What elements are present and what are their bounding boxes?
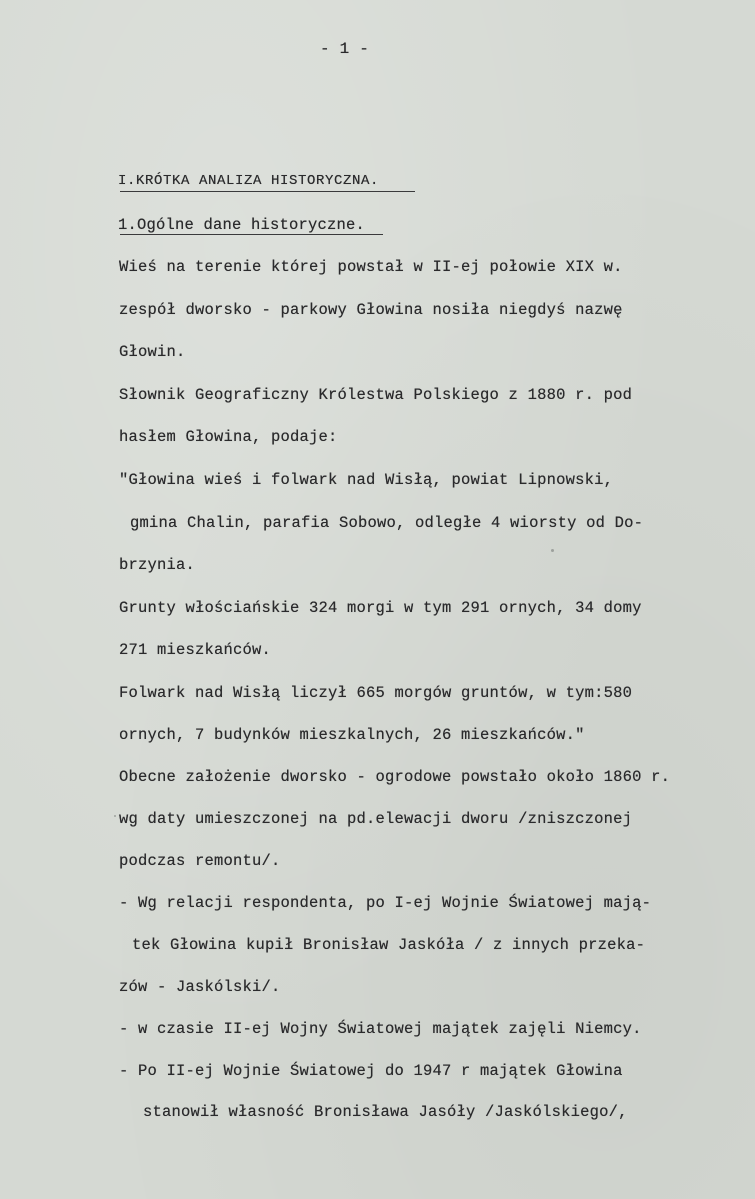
body-line: Grunty włościańskie 324 morgi w tym 291 ornych, 34 domy — [119, 599, 642, 617]
body-line: zów - Jaskólski/. — [119, 978, 281, 996]
subheading-underline — [120, 234, 383, 235]
body-line: "Głowina wieś i folwark nad Wisłą, powiat Lipnowski, — [119, 471, 614, 489]
body-line: - Po II-ej Wojnie Światowej do 1947 r majątek Głowina — [119, 1062, 623, 1080]
body-line: Folwark nad Wisłą liczył 665 morgów gruntów, w tym:580 — [119, 684, 633, 702]
section-heading: I.KRÓTKA ANALIZA HISTORYCZNA. — [118, 173, 380, 189]
body-line: Głowin. — [119, 343, 186, 361]
body-line: tek Głowina kupił Bronisław Jaskóła / z innych przeka- — [132, 936, 646, 954]
heading-underline — [120, 191, 415, 192]
body-line: 271 mieszkańców. — [119, 641, 272, 659]
subsection-heading: 1.Ogólne dane historyczne. — [118, 216, 366, 234]
paper-speck — [551, 549, 554, 552]
body-line: Obecne założenie dworsko - ogrodowe powstało około 1860 r. — [119, 768, 671, 786]
body-line: hasłem Głowina, podaje: — [119, 428, 338, 446]
body-line: ornych, 7 budynków mieszkalnych, 26 mieszkańców." — [119, 726, 585, 744]
page-number: - 1 - — [320, 40, 370, 58]
body-line: - w czasie II-ej Wojny Światowej majątek zajęli Niemcy. — [119, 1020, 642, 1038]
body-line: stanowił własność Bronisława Jasóły /Jaskólskiego/, — [143, 1103, 628, 1121]
body-line: podczas remontu/. — [119, 852, 281, 870]
body-line: zespół dworsko - parkowy Głowina nosiła niegdyś nazwę — [119, 301, 623, 319]
body-line: brzynia. — [119, 556, 196, 574]
paper-speck — [114, 815, 116, 817]
body-line: - Wg relacji respondenta, po I-ej Wojnie Światowej mają- — [119, 894, 652, 912]
body-line: wg daty umieszczonej na pd.elewacji dworu /zniszczonej — [119, 810, 633, 828]
body-line: Słownik Geograficzny Królestwa Polskiego z 1880 r. pod — [119, 386, 633, 404]
body-line: gmina Chalin, parafia Sobowo, odległe 4 wiorsty od Do- — [130, 514, 644, 532]
body-line: Wieś na terenie której powstał w II-ej połowie XIX w. — [119, 258, 623, 276]
